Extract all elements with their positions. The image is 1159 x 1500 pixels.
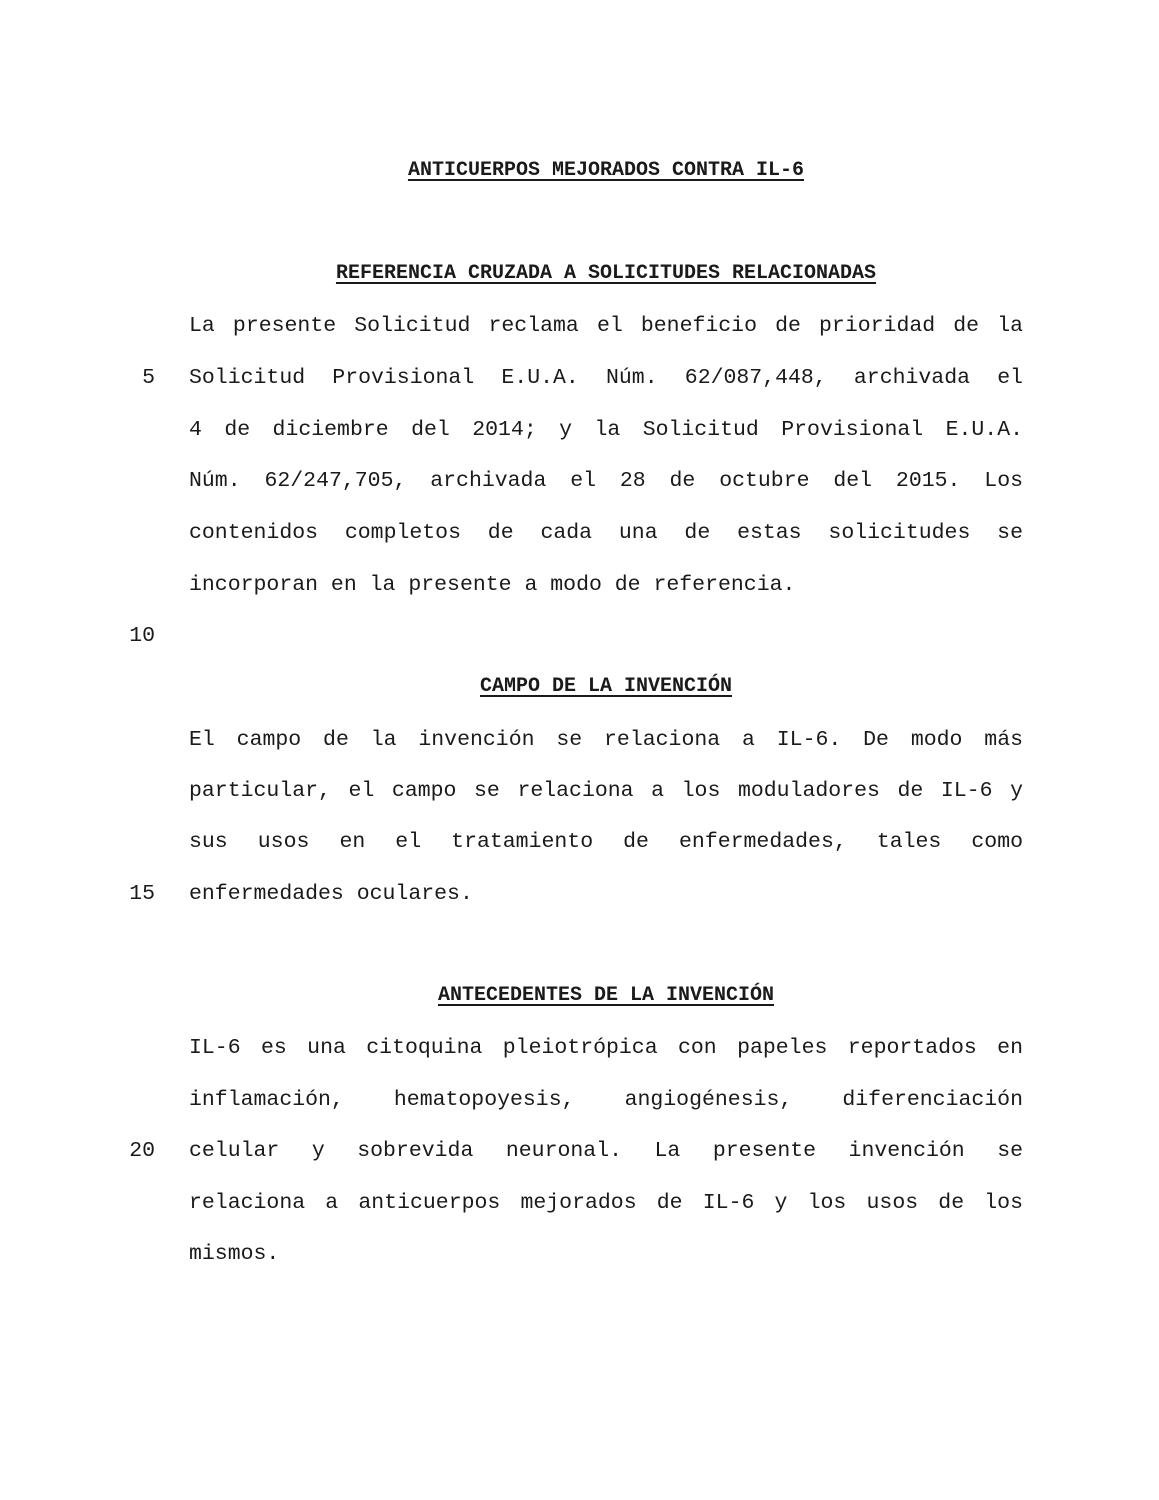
paragraph-line: incorporan en la presente a modo de referencia. (189, 573, 796, 597)
section-heading-field: CAMPO DE LA INVENCIÓN (479, 675, 733, 698)
paragraph-line: 4 de diciembre del 2014; y la Solicitud Provisional E.U.A. (189, 418, 1023, 442)
paragraph-line: La presente Solicitud reclama el beneficio de prioridad de la (189, 314, 1023, 338)
paragraph-line: relaciona a anticuerpos mejorados de IL-6 y los usos de los (189, 1191, 1023, 1215)
paragraph-line: sus usos en el tratamiento de enfermedades, tales como (189, 830, 1023, 854)
paragraph-line: Núm. 62/247,705, archivada el 28 de octubre del 2015. Los (189, 469, 1023, 493)
paragraph-line: IL-6 es una citoquina pleiotrópica con papeles reportados en (189, 1036, 1023, 1060)
paragraph-line: inflamación, hematopoyesis, angiogénesis, diferenciación (189, 1088, 1023, 1112)
line-number: 15 (129, 882, 155, 906)
paragraph-line: contenidos completos de cada una de estas solicitudes se (189, 521, 1023, 545)
paragraph-line: Solicitud Provisional E.U.A. Núm. 62/087,448, archivada el (189, 366, 1023, 390)
paragraph-line: mismos. (189, 1242, 280, 1266)
paragraph-line: particular, el campo se relaciona a los moduladores de IL-6 y (189, 779, 1023, 803)
line-number: 20 (129, 1139, 155, 1163)
line-number: 10 (129, 624, 155, 648)
paragraph-line: enfermedades oculares. (189, 882, 473, 906)
paragraph-line: celular y sobrevida neuronal. La presente invención se (189, 1139, 1023, 1163)
document-title: ANTICUERPOS MEJORADOS CONTRA IL-6 (407, 159, 805, 182)
section-heading-background: ANTECEDENTES DE LA INVENCIÓN (437, 984, 775, 1007)
section-heading-cross-reference: REFERENCIA CRUZADA A SOLICITUDES RELACIONADAS (335, 262, 877, 285)
paragraph-line: El campo de la invención se relaciona a IL-6. De modo más (189, 728, 1023, 752)
line-number: 5 (142, 366, 155, 390)
